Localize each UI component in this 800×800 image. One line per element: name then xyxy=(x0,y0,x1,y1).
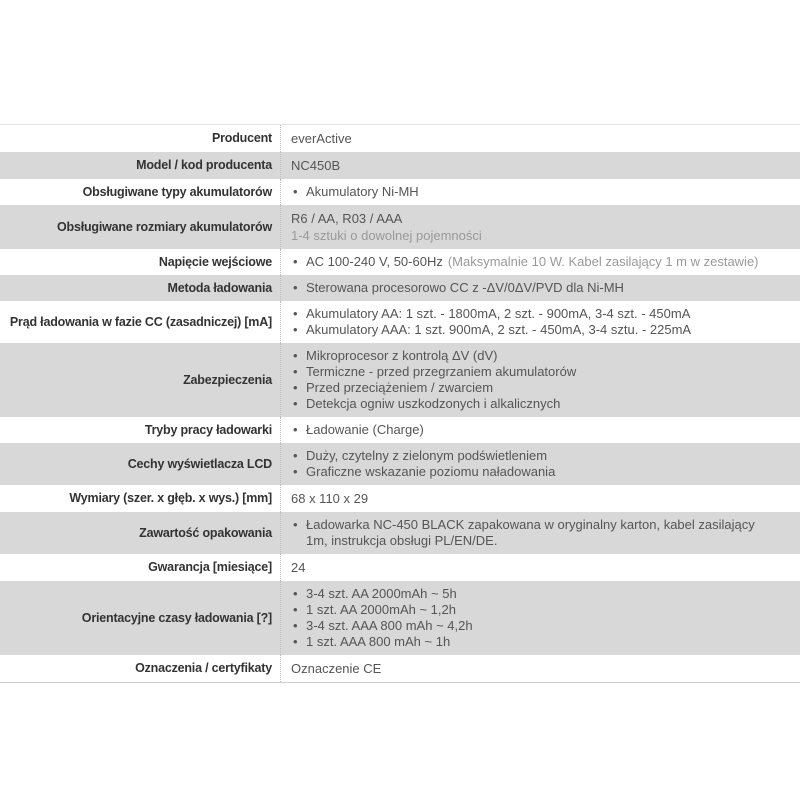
spec-value xyxy=(281,485,800,512)
spec-value-item xyxy=(291,517,776,549)
bullet-icon: • xyxy=(293,602,298,617)
spec-value xyxy=(281,343,800,417)
spec-label: Oznaczenia / certyfikaty xyxy=(135,661,272,675)
spec-value-item xyxy=(291,364,792,380)
bullet-icon: • xyxy=(293,586,298,601)
spec-row xyxy=(0,275,800,301)
spec-value-list xyxy=(291,348,792,412)
spec-label: Prąd ładowania w fazie CC (zasadniczej) [mA] xyxy=(9,314,272,329)
spec-value-text: Sterowana procesorowo CC z -ΔV/0ΔV/PVD dla Ni-MH xyxy=(306,280,624,295)
spec-label: Wymiary (szer. x głęb. x wys.) [mm] xyxy=(69,491,272,505)
spec-row xyxy=(0,443,800,485)
spec-row xyxy=(0,485,800,512)
spec-value-item xyxy=(291,322,792,338)
spec-value-item xyxy=(291,422,792,438)
bullet-icon: • xyxy=(293,517,298,532)
spec-value-item xyxy=(291,184,792,200)
spec-value-list xyxy=(291,184,792,200)
spec-value xyxy=(281,443,800,485)
spec-value-text: AC 100-240 V, 50-60Hz xyxy=(306,254,443,269)
spec-row xyxy=(0,152,800,179)
spec-value-text: 24 xyxy=(291,560,306,575)
bullet-icon: • xyxy=(293,448,298,463)
bullet-icon: • xyxy=(293,380,298,395)
spec-value-item xyxy=(291,396,792,412)
spec-value-item xyxy=(291,254,792,270)
spec-value-item xyxy=(291,464,792,480)
spec-value-text: Akumulatory AA: 1 szt. - 1800mA, 2 szt. - 900mA, 3-4 szt. - 450mA xyxy=(306,306,691,321)
spec-label: Napięcie wejściowe xyxy=(158,254,272,269)
spec-value-text: everActive xyxy=(291,131,352,146)
spec-value-list xyxy=(291,306,792,338)
bullet-icon: • xyxy=(293,306,298,321)
spec-value xyxy=(281,417,800,443)
spec-value-text: Duży, czytelny z zielonym podświetleniem xyxy=(306,448,548,463)
spec-label: Obsługiwane rozmiary akumulatorów xyxy=(57,219,272,234)
spec-value-text: Ładowanie (Charge) xyxy=(306,422,424,437)
bullet-icon: • xyxy=(293,396,298,411)
spec-value-text: Ładowarka NC-450 BLACK zapakowana w oryginalny karton, kabel zasilający 1m, instrukcja obsługi PL/EN/DE. xyxy=(306,517,755,548)
spec-value-list xyxy=(291,422,792,438)
bullet-icon: • xyxy=(293,634,298,649)
spec-value xyxy=(281,179,800,205)
spec-value-text: Termiczne - przed przegrzaniem akumulatorów xyxy=(306,364,577,379)
spec-value-item xyxy=(291,380,792,396)
bullet-icon: • xyxy=(293,464,298,479)
spec-row xyxy=(0,554,800,581)
spec-value-text: Graficzne wskazanie poziomu naładowania xyxy=(306,464,556,479)
spec-value-text: 68 x 110 x 29 xyxy=(291,491,369,506)
bullet-icon: • xyxy=(293,618,298,633)
spec-table xyxy=(0,124,800,683)
bullet-icon: • xyxy=(293,254,298,269)
spec-value-item xyxy=(291,634,792,650)
spec-value-text: 1 szt. AA 2000mAh ~ 1,2h xyxy=(306,602,456,617)
spec-value-text: 1 szt. AAA 800 mAh ~ 1h xyxy=(306,634,451,649)
spec-value-list xyxy=(291,448,792,480)
bullet-icon: • xyxy=(293,348,298,363)
bullet-icon: • xyxy=(293,280,298,295)
spec-value-text: Akumulatory Ni-MH xyxy=(306,184,419,199)
spec-label: Zawartość opakowania xyxy=(139,525,272,540)
spec-value xyxy=(281,249,800,275)
spec-value xyxy=(281,512,800,554)
spec-row xyxy=(0,205,800,249)
spec-value-item xyxy=(291,618,792,634)
spec-value-note: (Maksymalnie 10 W. Kabel zasilający 1 m w zestawie) xyxy=(447,254,759,269)
spec-value-item xyxy=(291,586,792,602)
spec-value-item xyxy=(291,348,792,364)
bullet-icon: • xyxy=(293,364,298,379)
spec-value-item xyxy=(291,306,792,322)
spec-value xyxy=(281,581,800,655)
spec-value-item xyxy=(291,602,792,618)
spec-row xyxy=(0,179,800,205)
spec-value-text: Oznaczenie CE xyxy=(291,661,382,676)
spec-label: Cechy wyświetlacza LCD xyxy=(127,456,272,471)
spec-value-list xyxy=(291,280,792,296)
spec-label: Orientacyjne czasy ładowania [?] xyxy=(81,610,272,625)
spec-row xyxy=(0,655,800,683)
spec-value xyxy=(281,205,800,249)
spec-value-text: Mikroprocesor z kontrolą ΔV (dV) xyxy=(306,348,498,363)
spec-label: Metoda ładowania xyxy=(167,280,272,295)
spec-value-list xyxy=(291,586,792,650)
spec-row xyxy=(0,249,800,275)
spec-value-list xyxy=(291,517,792,549)
spec-value-text: 3-4 szt. AAA 800 mAh ~ 4,2h xyxy=(306,618,473,633)
spec-value xyxy=(281,125,800,153)
spec-label: Model / kod producenta xyxy=(136,158,272,172)
spec-label: Tryby pracy ładowarki xyxy=(144,422,272,437)
spec-value-text: R6 / AA, R03 / AAA xyxy=(291,211,403,226)
spec-value-text: Przed przeciążeniem / zwarciem xyxy=(306,380,494,395)
spec-row xyxy=(0,417,800,443)
spec-label: Zabezpieczenia xyxy=(183,372,272,387)
spec-value-text: 3-4 szt. AA 2000mAh ~ 5h xyxy=(306,586,457,601)
spec-value xyxy=(281,301,800,343)
spec-value-text: Detekcja ogniw uszkodzonych i alkalicznych xyxy=(306,396,561,411)
spec-label: Obsługiwane typy akumulatorów xyxy=(82,184,272,199)
spec-label: Producent xyxy=(211,131,272,145)
spec-value xyxy=(281,554,800,581)
spec-row xyxy=(0,301,800,343)
spec-row xyxy=(0,343,800,417)
spec-value-item xyxy=(291,280,792,296)
spec-row xyxy=(0,512,800,554)
spec-value-text: NC450B xyxy=(291,158,341,173)
bullet-icon: • xyxy=(293,322,298,337)
spec-value xyxy=(281,152,800,179)
spec-value-item xyxy=(291,448,792,464)
spec-label: Gwarancja [miesiące] xyxy=(148,560,272,574)
spec-row xyxy=(0,125,800,153)
spec-row xyxy=(0,581,800,655)
spec-table-body xyxy=(0,125,800,683)
bullet-icon: • xyxy=(293,184,298,199)
bullet-icon: • xyxy=(293,422,298,437)
spec-value-text: Akumulatory AAA: 1 szt. 900mA, 2 szt. - 450mA, 3-4 sztu. - 225mA xyxy=(306,322,692,337)
spec-value xyxy=(281,275,800,301)
spec-value xyxy=(281,655,800,683)
spec-value-list xyxy=(291,254,792,270)
spec-value-text: 1-4 sztuki o dowolnej pojemności xyxy=(291,228,482,243)
